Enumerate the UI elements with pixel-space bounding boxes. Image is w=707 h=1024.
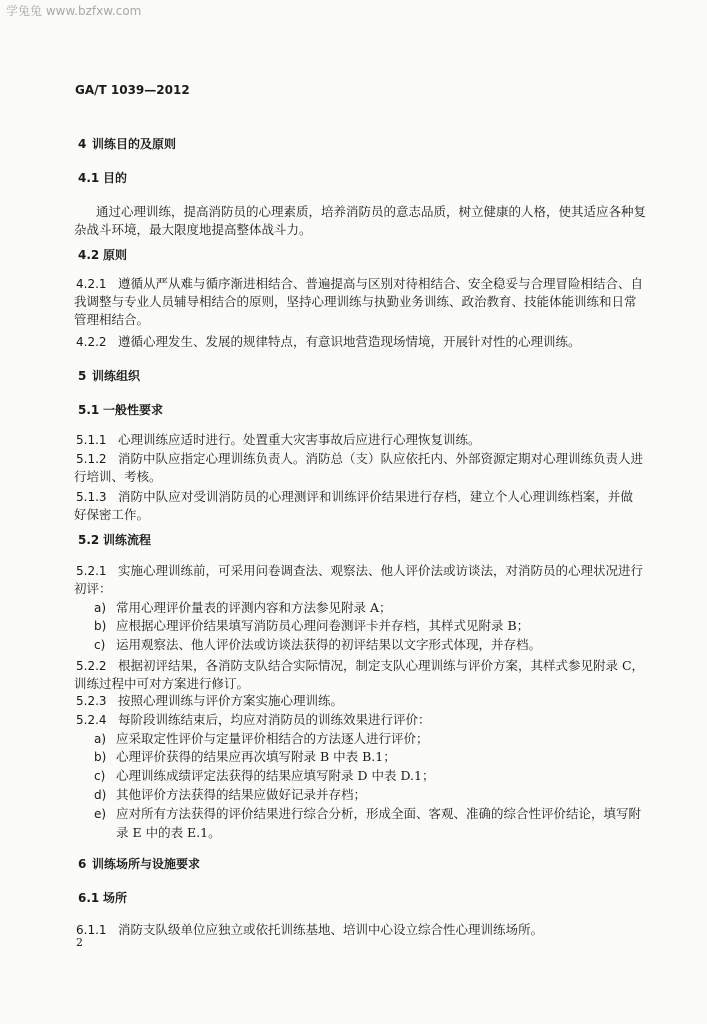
clause-text: 通过心理训练，提高消防员的心理素质，培养消防员的意志品质，树立健康的人格，使其适应各种复 <box>96 204 647 219</box>
clause-number: 4.2 <box>78 248 100 262</box>
clause-number: 6.1 <box>78 891 100 905</box>
clause-text: 实施心理训练前，可采用问卷调查法、观察法、他人评价法或访谈法，对消防员的心理状况进行 <box>118 563 644 578</box>
page-number: 2 <box>76 936 83 949</box>
clause-text: 一般性要求 <box>103 403 164 417</box>
clause-number: 4.1 <box>78 171 100 185</box>
clause-number: 5.2 <box>78 533 100 547</box>
clause-number: 5.2.3 <box>76 694 107 708</box>
clause-text: 消防支队级单位应独立或依托训练基地、培训中心设立综合性心理训练场所。 <box>118 922 544 937</box>
clause-text: 心理训练成绩评定法获得的结果应填写附录 D 中表 D.1； <box>116 768 435 783</box>
clause-text: 心理训练应适时进行。处置重大灾害事故后应进行心理恢复训练。 <box>118 432 481 447</box>
clause-number: 5.1.3 <box>76 490 107 504</box>
watermark-text: 学兔兔 www.bzfxw.com <box>6 4 142 18</box>
clause-text: 训练目的及原则 <box>92 137 177 151</box>
clause-text: 训练场所与设施要求 <box>92 857 201 871</box>
clause-number: 5.1 <box>78 403 100 417</box>
clause-text: 应对所有方法获得的评价结果进行综合分析，形成全面、客观、准确的综合性评价结论，填写附 <box>116 806 642 821</box>
clause-text: 遵循从严从难与循序渐进相结合、普遍提高与区别对待相结合、安全稳妥与合理冒险相结合、自 <box>118 276 644 291</box>
clause-text: 每阶段训练结束后，均应对消防员的训练效果进行评价： <box>118 712 431 727</box>
clause-number: a) <box>94 601 107 615</box>
clause-number: 5.1.1 <box>76 433 107 447</box>
clause-text: 训练过程中可对方案进行修订。 <box>74 676 250 691</box>
clause-text: 消防中队应对受训消防员的心理测评和训练评价结果进行存档，建立个人心理训练档案，并做 <box>118 489 633 504</box>
clause-number: b) <box>94 750 107 764</box>
clause-text: 场所 <box>103 891 128 905</box>
clause-text: 应根据心理评价结果填写消防员心理问卷测评卡并存档，其样式见附录 B； <box>116 618 530 633</box>
document-id: GA/T 1039—2012 <box>75 83 190 97</box>
clause-text: 行培训、考核。 <box>74 469 162 484</box>
clause-text: 根据初评结果，各消防支队结合实际情况，制定支队心理训练与评价方案，其样式参见附录 C， <box>118 658 645 673</box>
clause-number: 4.2.2 <box>76 335 107 349</box>
clause-number: a) <box>94 732 107 746</box>
clause-number: e) <box>94 807 107 821</box>
clause-number: 6 <box>78 857 87 871</box>
clause-text: 训练流程 <box>103 533 152 547</box>
clause-text: 原则 <box>103 248 128 262</box>
clause-text: 常用心理评价量表的评测内容和方法参见附录 A； <box>116 600 392 615</box>
clause-number: 4 <box>78 137 87 151</box>
clause-text: 我调整与专业人员辅导相结合的原则，坚持心理训练与执勤业务训练、政治教育、技能体能训练和日常 <box>74 294 637 309</box>
clause-text: 其他评价方法获得的结果应做好记录并存档； <box>116 787 367 802</box>
clause-text: 按照心理训练与评价方案实施心理训练。 <box>118 693 344 708</box>
clause-number: 5.2.1 <box>76 564 107 578</box>
clause-text: 管理相结合。 <box>74 312 150 327</box>
clause-text: 录 E 中的表 E.1。 <box>116 825 221 840</box>
clause-text: 杂战斗环境，最大限度地提高整体战斗力。 <box>74 222 312 237</box>
clause-text: 遵循心理发生、发展的规律特点，有意识地营造现场情境，开展针对性的心理训练。 <box>118 334 581 349</box>
clause-number: c) <box>94 769 106 783</box>
clause-text: 消防中队应指定心理训练负责人。消防总（支）队应依托内、外部资源定期对心理训练负责人进 <box>118 451 644 466</box>
clause-number: 6.1.1 <box>76 923 107 937</box>
clause-text: 好保密工作。 <box>74 507 150 522</box>
clause-text: 训练组织 <box>92 369 141 383</box>
clause-text: 应采取定性评价与定量评价相结合的方法逐人进行评价； <box>116 731 429 746</box>
clause-number: 5.2.2 <box>76 659 107 673</box>
clause-number: c) <box>94 638 106 652</box>
clause-text: 目的 <box>103 171 128 185</box>
clause-text: 初评： <box>74 581 112 596</box>
clause-number: 5.2.4 <box>76 713 107 727</box>
clause-number: d) <box>94 788 107 802</box>
clause-number: 4.2.1 <box>76 277 107 291</box>
clause-number: 5 <box>78 369 87 383</box>
clause-number: b) <box>94 619 107 633</box>
clause-number: 5.1.2 <box>76 452 107 466</box>
clause-text: 心理评价获得的结果应再次填写附录 B 中表 B.1； <box>116 749 396 764</box>
clause-text: 运用观察法、他人评价法或访谈法获得的初评结果以文字形式体现，并存档。 <box>116 637 542 652</box>
